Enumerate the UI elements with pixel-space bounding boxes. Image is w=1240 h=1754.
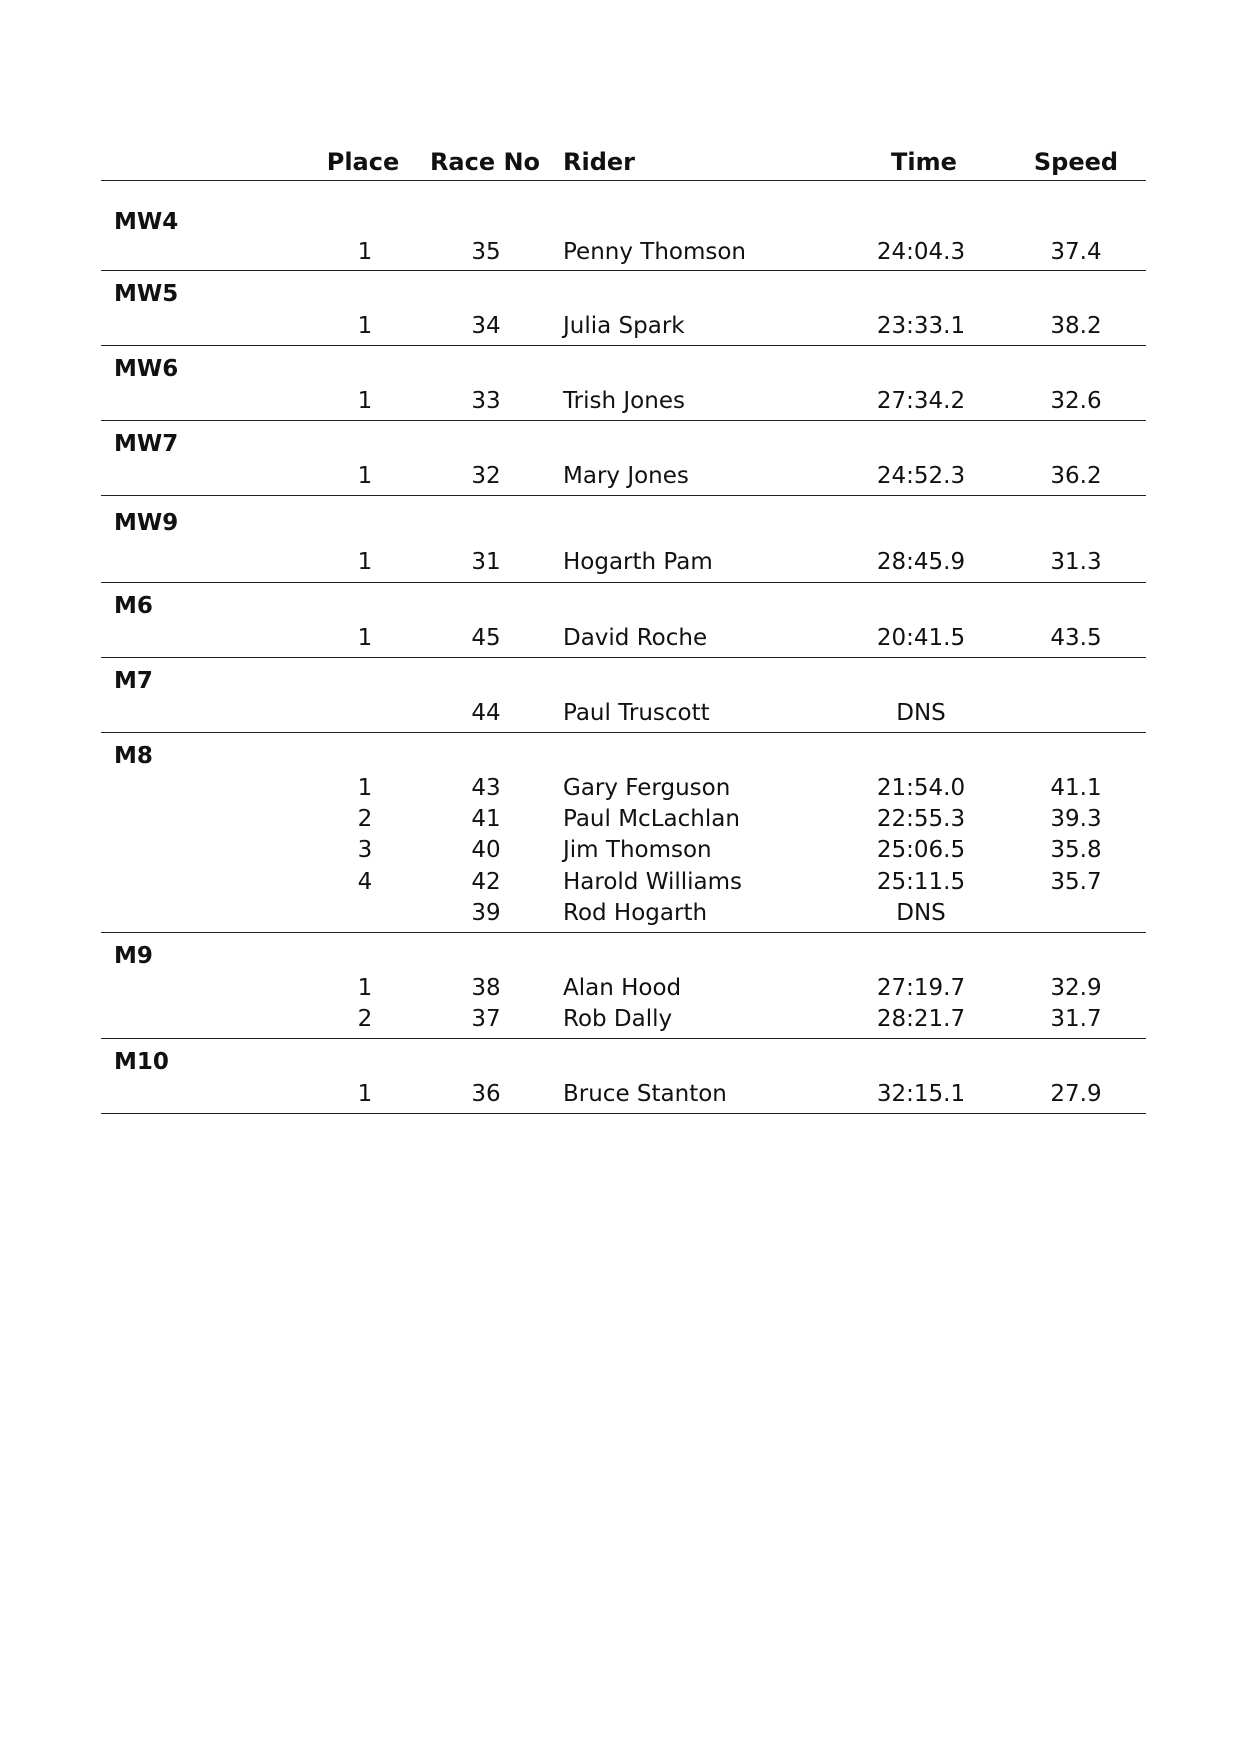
rider-cell: Hogarth Pam [563, 549, 713, 575]
speed-cell: 37.4 [1050, 239, 1102, 265]
category-label: MW4 [114, 209, 179, 235]
race-no-cell: 37 [471, 1006, 501, 1032]
place-cell: 1 [357, 775, 373, 801]
table-row [101, 1006, 1146, 1038]
header-speed: Speed [1033, 148, 1119, 176]
place-cell: 2 [357, 806, 373, 832]
category-group-m8 [101, 733, 1146, 933]
speed-cell: 36.2 [1050, 463, 1102, 489]
race-no-cell: 44 [471, 700, 501, 726]
race-no-cell: 32 [471, 463, 501, 489]
rider-cell: Julia Spark [563, 313, 685, 339]
rider-cell: Bruce Stanton [563, 1081, 727, 1107]
race-no-cell: 39 [471, 900, 501, 926]
table-row [101, 388, 1146, 420]
category-group-mw5 [101, 271, 1146, 346]
speed-cell: 38.2 [1050, 313, 1102, 339]
rider-cell: Alan Hood [563, 975, 682, 1001]
category-label: M8 [114, 743, 153, 769]
speed-cell: 39.3 [1050, 806, 1102, 832]
header-place: Place [326, 148, 400, 176]
race-no-cell: 31 [471, 549, 501, 575]
rider-cell: Gary Ferguson [563, 775, 731, 801]
speed-cell: 31.7 [1050, 1006, 1102, 1032]
time-cell: 28:21.7 [876, 1006, 966, 1032]
race-no-cell: 41 [471, 806, 501, 832]
speed-cell: 32.6 [1050, 388, 1102, 414]
category-label: MW6 [114, 356, 179, 382]
race-no-cell: 40 [471, 837, 501, 863]
time-cell: 25:11.5 [876, 869, 966, 895]
place-cell: 1 [357, 625, 373, 651]
time-cell: 21:54.0 [876, 775, 966, 801]
place-cell: 1 [357, 313, 373, 339]
place-cell: 1 [357, 388, 373, 414]
rider-cell: Paul McLachlan [563, 806, 740, 832]
results-table [101, 132, 1146, 1114]
category-label: M9 [114, 943, 153, 969]
place-cell: 1 [357, 975, 373, 1001]
time-cell: 27:34.2 [876, 388, 966, 414]
speed-cell: 31.3 [1050, 549, 1102, 575]
time-cell: 23:33.1 [876, 313, 966, 339]
category-group-mw9 [101, 496, 1146, 583]
category-group-m6 [101, 583, 1146, 658]
place-cell: 3 [357, 837, 373, 863]
race-no-cell: 42 [471, 869, 501, 895]
header-time: Time [891, 148, 957, 176]
race-no-cell: 35 [471, 239, 501, 265]
time-cell: DNS [896, 900, 946, 926]
table-header [101, 132, 1146, 181]
speed-cell: 43.5 [1050, 625, 1102, 651]
time-cell: DNS [896, 700, 946, 726]
table-row [101, 549, 1146, 581]
header-rider: Rider [563, 148, 635, 176]
category-group-mw6 [101, 346, 1146, 421]
header-race-no: Race No [429, 148, 541, 176]
rider-cell: Rob Dally [563, 1006, 673, 1032]
place-cell: 1 [357, 1081, 373, 1107]
category-label: MW9 [114, 510, 179, 536]
race-no-cell: 36 [471, 1081, 501, 1107]
category-groups [101, 181, 1146, 1114]
time-cell: 28:45.9 [876, 549, 966, 575]
rider-cell: Mary Jones [563, 463, 689, 489]
category-label: M10 [114, 1049, 169, 1075]
time-cell: 22:55.3 [876, 806, 966, 832]
category-label: M6 [114, 593, 153, 619]
rider-cell: Trish Jones [563, 388, 685, 414]
rider-cell: Rod Hogarth [563, 900, 708, 926]
category-group-m7 [101, 658, 1146, 733]
rider-cell: Penny Thomson [563, 239, 747, 265]
table-row [101, 900, 1146, 932]
table-row [101, 463, 1146, 495]
race-no-cell: 43 [471, 775, 501, 801]
table-row [101, 239, 1146, 271]
table-row [101, 700, 1146, 732]
rider-cell: Harold Williams [563, 869, 742, 895]
rider-cell: Jim Thomson [563, 837, 712, 863]
time-cell: 20:41.5 [876, 625, 966, 651]
rider-cell: Paul Truscott [563, 700, 710, 726]
time-cell: 32:15.1 [876, 1081, 966, 1107]
speed-cell: 27.9 [1050, 1081, 1102, 1107]
time-cell: 24:52.3 [876, 463, 966, 489]
time-cell: 27:19.7 [876, 975, 966, 1001]
speed-cell: 41.1 [1050, 775, 1102, 801]
time-cell: 25:06.5 [876, 837, 966, 863]
category-group-m9 [101, 933, 1146, 1039]
table-row [101, 869, 1146, 901]
category-group-mw7 [101, 421, 1146, 496]
table-row [101, 625, 1146, 657]
table-row [101, 806, 1146, 838]
place-cell: 2 [357, 1006, 373, 1032]
speed-cell: 35.7 [1050, 869, 1102, 895]
category-label: M7 [114, 668, 153, 694]
table-row [101, 313, 1146, 345]
table-row [101, 775, 1146, 807]
place-cell: 1 [357, 463, 373, 489]
race-no-cell: 34 [471, 313, 501, 339]
category-group-m10 [101, 1039, 1146, 1114]
table-row [101, 1081, 1146, 1113]
table-row [101, 837, 1146, 869]
table-row [101, 975, 1146, 1007]
category-label: MW7 [114, 431, 179, 457]
place-cell: 1 [357, 239, 373, 265]
race-no-cell: 45 [471, 625, 501, 651]
speed-cell: 35.8 [1050, 837, 1102, 863]
category-group-mw4 [101, 181, 1146, 271]
place-cell: 4 [357, 869, 373, 895]
time-cell: 24:04.3 [876, 239, 966, 265]
speed-cell: 32.9 [1050, 975, 1102, 1001]
race-no-cell: 33 [471, 388, 501, 414]
rider-cell: David Roche [563, 625, 708, 651]
race-no-cell: 38 [471, 975, 501, 1001]
place-cell: 1 [357, 549, 373, 575]
category-label: MW5 [114, 281, 179, 307]
